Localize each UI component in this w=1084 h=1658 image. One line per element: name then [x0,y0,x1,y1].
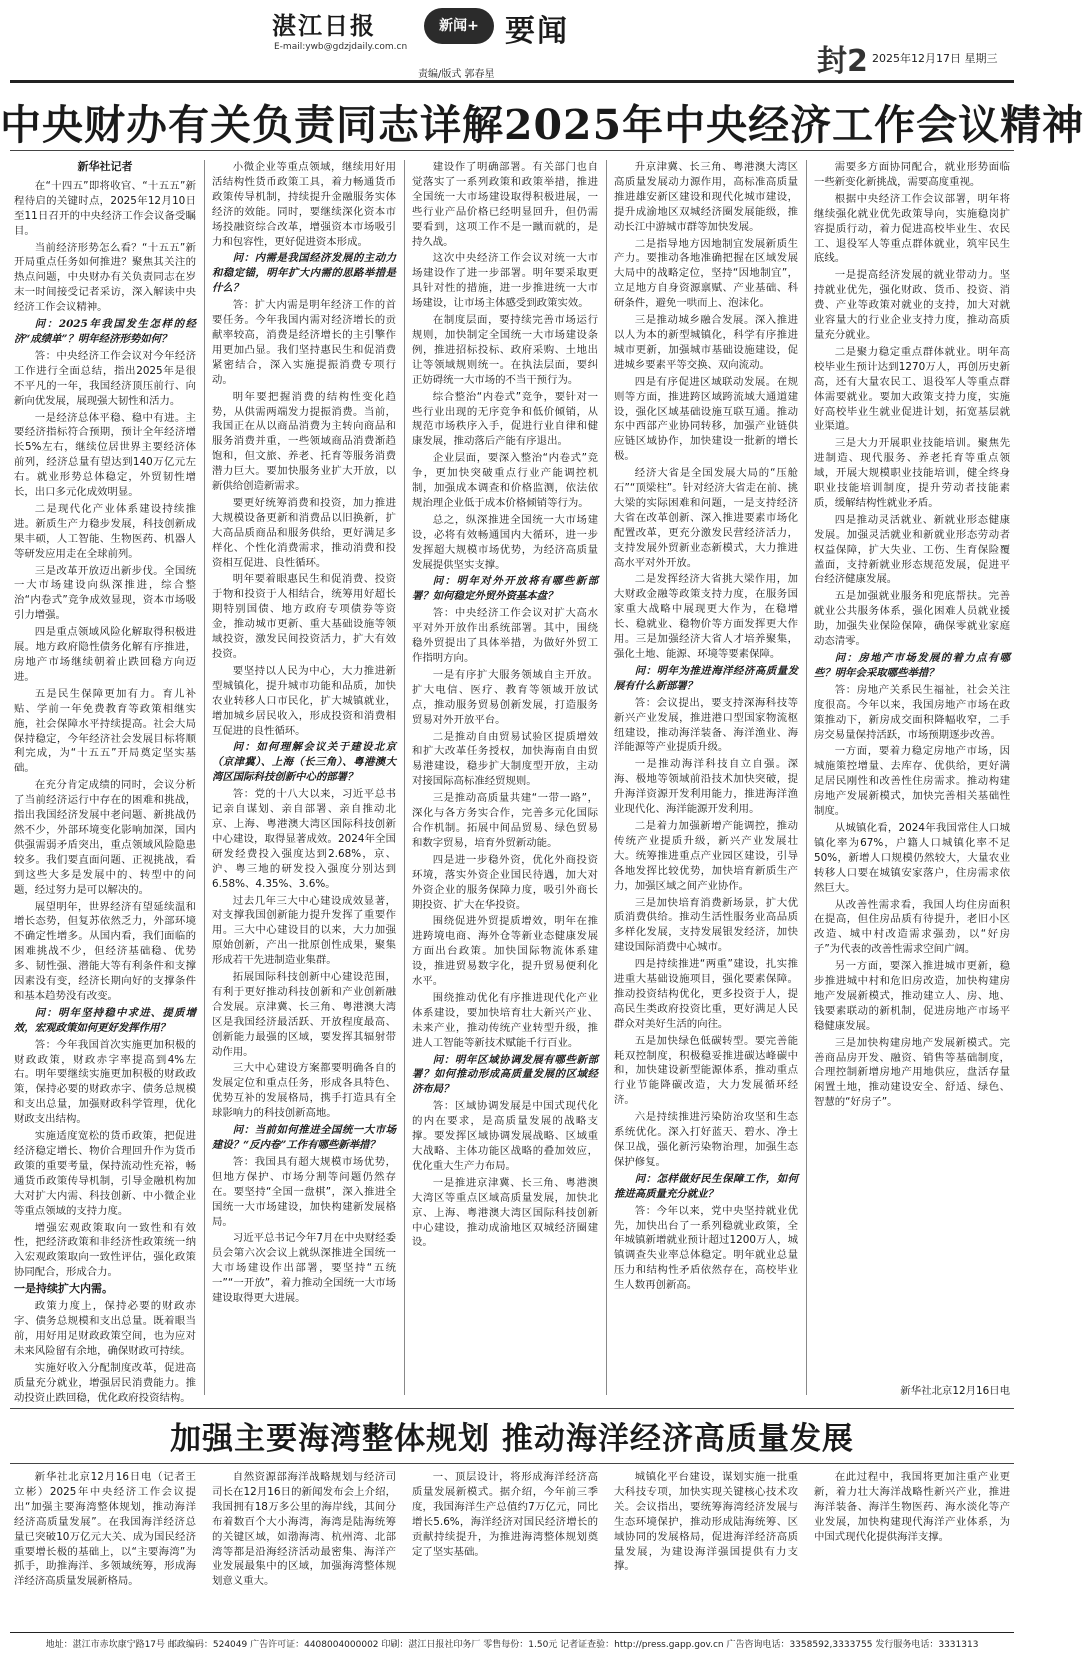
paragraph: 答：党的十八大以来，习近平总书记亲自谋划、亲自部署、亲自推动北京、上海、粤港澳大湾区国际科技创新中心建设，取得显著成效。2024年全国研发经费投入强度达到2.68%，京、沪、粤三地的研发投入强度分别达到6.58%、4.35%、3.6%。 [212,788,396,890]
paragraph: 六是持续推进污染防治攻坚和生态系统优化。深入打好蓝天、碧水、净土保卫战，强化新污染物治理，加强生态保护修复。 [614,1111,798,1168]
paragraph: 根据中央经济工作会议部署，明年将继续强化就业优先政策导向，实施稳岗扩容提质行动，着力促进高校毕业生、农民工、退役军人等重点群体就业，筑牢民生底线。 [814,192,1010,265]
article-credit: 新华社北京12月16日电 [900,1385,1010,1397]
interview-question: 问：怎样做好民生保障工作，如何推进高质量充分就业？ [614,1172,798,1200]
paragraph: 五是加快绿色低碳转型。要完善能耗双控制度，积极稳妥推进碳达峰碳中和，加快建设新型能源体系，推动重点行业节能降碳改造，大力发展循环经济。 [614,1034,798,1107]
paragraph: 答：今年以来，党中央坚持就业优先，加快出台了一系列稳就业政策，全年城镇新增就业预计超过1200万人，城镇调查失业率总体稳定。明年就业总量压力和结构性矛盾依然存在，高校毕业生人数再创新高。 [614,1204,798,1292]
paragraph: 实施适度宽松的货币政策，把促进经济稳定增长、物价合理回升作为货币政策的重要考量，保持流动性充裕，畅通货币政策传导机制，引导金融机构加大对扩大内需、科技创新、中小微企业等重点领域的支持力度。 [14,1130,196,1217]
paragraph: 要坚持以人民为中心，大力推进新型城镇化，提升城市功能和品质，加快农业转移人口市民化，扩大城镇就业，增加城乡居民收入，形成投资和消费相互促进的良性循环。 [212,664,396,737]
paragraph: 明年要把握消费的结构性变化趋势，从供需两端发力提振消费。当前，我国正在从以商品消费为主转向商品和服务消费并重，一些领域商品消费渐趋饱和，但文旅、养老、托育等服务消费潜力巨大。要加快服务业扩大开放，以新供给创造新需求。 [212,390,396,493]
paragraph: 另一方面，要深入推进城市更新，稳步推进城中村和危旧房改造，加快构建房地产发展新模式，推动建立人、房、地、钱要素联动的新机制，促进房地产市场平稳健康发展。 [814,960,1010,1032]
contact-email: E-mail:ywb@gdzjdaily.com.cn [274,42,408,52]
paragraph: 二是聚力稳定重点群体就业。明年高校毕业生预计达到1270万人，再创历史新高，还有大量农民工、退役军人等重点群体需要就业。要加大政策支持力度，实施好高校毕业生就业促进计划，拓宽基层就业渠道。 [814,345,1010,433]
paragraph: 总之，纵深推进全国统一大市场建设，必将有效畅通国内大循环，进一步发挥超大规模市场优势，为经济高质量发展提供坚实支撑。 [412,513,598,571]
paragraph: 从改善性需求看，我国人均住房面积在提高，但住房品质有待提升，老旧小区改造、城中村改造需求强劲，以“好房子”为代表的改善性需求空间广阔。 [814,898,1010,956]
paragraph: 自然资源部海洋战略规划与经济司司长在12月16日的新闻发布会上介绍，我国拥有18万多公里的海岸线，其间分布着数百个大小海湾，海湾是陆海统筹的关键区域，如渤海湾、杭州湾、北部湾等都是沿海经济活动最密集、海洋产业发展最集中的区域，加强海湾整体规划意义重大。 [212,1471,396,1588]
paragraph: 二是指导地方因地制宜发展新质生产力。要推动各地准确把握在区域发展大局中的战略定位，坚持“因地制宜”，立足地方自身资源禀赋、产业基础、科研条件，避免一哄而上、泡沫化。 [614,237,798,310]
paragraph: 要更好统筹消费和投资，加力推进大规模设备更新和消费品以旧换新，扩大高品质商品和服务供给，更好满足多样化、个性化消费需求，推动消费和投资相互促进、良性循环。 [212,496,396,569]
paragraph: 三是加快培育消费新场景，扩大优质消费供给。推动生活性服务业高品质多样化发展，支持发展银发经济，加快建设国际消费中心城市。 [614,896,798,954]
paragraph: 答：区域协调发展是中国式现代化的内在要求，是高质量发展的战略支撑。要发挥区域协调发展战略、区域重大战略、主体功能区战略的叠加效应，优化重大生产力布局。 [412,1100,598,1172]
paragraph: 三大中心建设方案都要明确各自的发展定位和重点任务，形成各具特色、优势互补的发展格局，携手打造具有全球影响力的科技创新高地。 [212,1062,396,1120]
paragraph: 答：中央经济工作会议对扩大高水平对外开放作出系统部署。其中，围绕稳外贸提出了具体举措，为做好外贸工作指明方向。 [412,607,598,664]
section-badge: 新闻+ [424,8,494,44]
paragraph: 习近平总书记今年7月在中央财经委员会第六次会议上就纵深推进全国统一大市场建设作出部署，要坚持“五统一”“一开放”，着力推动全国统一大市场建设取得更大进展。 [212,1232,396,1305]
paragraph: 答：我国具有超大规模市场优势，但地方保护、市场分割等问题仍然存在。要坚持“全国一盘棋”，深入推进全国统一大市场建设，加快构建新发展格局。 [212,1155,396,1228]
paragraph: 二是现代化产业体系建设持续推进。新质生产力稳步发展，科技创新成果丰硕，人工智能、生物医药、机器人等研发应用走在全球前列。 [14,502,196,560]
article-column-1 [14,160,196,1404]
paragraph: 五是民生保障更加有力。育儿补贴、学前一年免费教育等政策相继实施，社会保障水平持续提高。社会大局保持稳定，今年经济社会发展目标将顺利完成，为“十五五”开局奠定坚实基础。 [14,687,196,775]
paragraph: 经济大省是全国发展大局的“压舱石”“顶梁柱”。针对经济大省走在前、挑大梁的实际困难和问题，一是支持经济大省在改革创新、深入推进要素市场化配置改革，更充分激发民营经济活力，支持发展外贸新业态新模式，大力推进高水平对外开放。 [614,467,798,569]
article2-column-4 [614,1470,798,1626]
masthead-divider [10,80,1014,83]
paragraph: 答：房地产关系民生福祉，社会关注度很高。今年以来，我国房地产市场在政策推动下，新房成交面积降幅收窄，二手房交易量保持活跃，市场预期逐步改善。 [814,683,1010,741]
paragraph: 政策力度上，保持必要的财政赤字、债务总规模和支出总量。既着眼当前，用好用足财政政策空间，也为应对未来风险留有余地，确保财政可持续。 [14,1300,196,1357]
paragraph: 过去几年三大中心建设成效显著，对支撑我国创新能力提升发挥了重要作用。三大中心建设目的以来，大力加强原始创新，产出一批原创性成果，聚集形成若干先进制造业集群。 [212,894,396,967]
paragraph: 围绕推动优化有序推进现代化产业体系建设，要加快培育壮大新兴产业、未来产业，推动传统产业转型升级，推进人工智能等新技术赋能千行百业。 [412,991,598,1049]
paragraph: 四是有序促进区域联动发展。在规则等方面，推进跨区域跨流域大通道建设，强化区域基础设施互联互通。推动东中西部产业协同转移，加强产业链供应链区域协作，加快建设一批新的增长极。 [614,375,798,463]
article-column-3 [412,160,598,1395]
paragraph: 明年要着眼惠民生和促消费、投资于物和投资于人相结合，统筹用好超长期特别国债、地方政府专项债券等资金，推动城市更新、重大基础设施等领域投资，激发民间投资活力，扩大有效投资。 [212,573,396,660]
paragraph: 实施好收入分配制度改革，促进高质量充分就业，增强居民消费能力。推动投资止跌回稳，优化政府投资结构。 [14,1361,196,1404]
article2-column-2 [212,1470,396,1626]
interview-question: 问：明年对外开放将有哪些新部署？如何稳定外贸外资基本盘？ [412,575,598,603]
paragraph: 当前经济形势怎么看？“十五五”新开局重点任务如何推进？聚焦其关注的热点问题，中央财办有关负责同志在岁末一时间接受记者采访，深入解读中央经济工作会议精神。 [14,241,196,314]
paragraph: 城镇化平台建设，谋划实施一批重大科技专项，加快实现关键核心技术攻关。会议指出，要统筹海湾经济发展与生态环境保护，推动形成陆海统筹、区域协同的发展格局，促进海洋经济高质量发展，为建设海洋强国提供有力支撑。 [614,1471,798,1573]
paragraph: 二是推动自由贸易试验区提质增效和扩大改革任务授权，加快海南自由贸易港建设，稳步扩大制度型开放，主动对接国际高标准经贸规则。 [412,730,598,788]
footer-info: 地址：湛江市赤坎康宁路17号 邮政编码：524049 广告许可证：4408004000002 印刷：湛江日报社印务厂 零售每份：1.50元 记者证查验：http://press.gapp.gov.cn 广告咨询电话：3358592,3333755 发行服务电话：3331313 [45,1640,979,1650]
section-heading: 一是持续扩大内需。 [14,1282,113,1296]
article2-column-3 [412,1470,598,1626]
interview-question: 问：房地产市场发展的着力点有哪些？明年会采取哪些举措？ [814,652,1010,679]
paragraph: 三是推动高质量共建“一带一路”，深化与各方务实合作，完善多元化国际合作机制。拓展中间品贸易、绿色贸易和数字贸易，培育外贸新动能。 [412,792,598,849]
paragraph: 三是推动城乡融合发展。深入推进以人为本的新型城镇化，科学有序推进城市更新，加强城市基础设施建设，促进城乡要素平等交换、双向流动。 [614,314,798,371]
footer-divider [10,1632,1014,1633]
secondary-headline: 加强主要海湾整体规划 推动海洋经济高质量发展 [170,1421,854,1457]
byline: 新华社记者 [77,160,133,173]
section-title: 要闻 [505,14,569,49]
logo-title: 湛江日报 [272,11,376,40]
paragraph: 在充分肯定成绩的同时，会议分析了当前经济运行中存在的困难和挑战，指出我国经济发展中老问题、新挑战仍然不少，外部环境变化影响加深，国内供强需弱矛盾突出，重点领域风险隐患较多。我们要直面问题、正视挑战，看到这些大多是发展中的、转型中的问题，经过努力是可以解决的。 [14,779,196,896]
column-divider [404,160,405,1395]
issue-date: 2025年12月17日 星期三 [872,52,998,65]
paragraph: 三是改革开放迈出新步伐。全国统一大市场建设向纵深推进，综合整治“内卷式”竞争成效显现，资本市场吸引力增强。 [14,564,196,622]
paragraph: 展望明年，世界经济有望延续温和增长态势，但复苏依然乏力，外部环境不确定性增多。从国内看，我们面临的困难挑战不少，但经济基础稳、优势多、韧性强、潜能大等有利条件和支撑因素没有变，经济长期向好的支撑条件和基本趋势没有改变。 [14,900,196,1002]
paragraph: 拓展国际科技创新中心建设范围，有利于更好推动科技创新和产业创新融合发展。京津冀、长三角、粤港澳大湾区是我国经济最活跃、开放程度最高、创新能力最强的区域，要发挥其辐射带动作用。 [212,971,396,1058]
article-column-5 [814,160,1010,1380]
paragraph: 一是推动海洋科技自立自强。深海、极地等领域前沿技术加快突破，提升海洋资源开发利用能力，推进海洋渔业现代化、海洋能源开发利用。 [614,758,798,816]
paragraph: 一是推进京津冀、长三角、粤港澳大湾区等重点区域高质量发展，加快北京、上海、粤港澳大湾区国际科技创新中心建设，推动成渝地区双城经济圈建设。 [412,1176,598,1249]
main-headline: 中央财办有关负责同志详解2025年中央经济工作会议精神 [0,101,1084,149]
headline-divider [10,150,1014,151]
column-divider [606,160,607,1395]
interview-question: 问：2025年我国发生怎样的经济“成绩单”？明年经济形势如何？ [14,318,196,345]
interview-question: 问：明年坚持稳中求进、提质增效，宏观政策如何更好发挥作用？ [14,1006,196,1034]
paragraph: 从城镇化看，2024年我国常住人口城镇化率为67%，户籍人口城镇化率不足50%，新增人口规模仍然较大，大量农业转移人口要在城镇安家落户，住房需求依然巨大。 [814,821,1010,894]
paragraph: 二是着力加强新增产能调控，推动传统产业提质升级，新兴产业发展壮大。统筹推进重点产业园区建设，引导各地发挥比较优势，加快培育新质生产力，加强区域之间产业协作。 [614,819,798,892]
paragraph: 答：中央经济工作会议对今年经济工作进行全面总结，指出2025年是很不平凡的一年，我国经济顶压前行、向新向优发展，展现强大韧性和活力。 [14,349,196,407]
interview-question: 问：明年为推进海洋经济高质量发展有什么新部署？ [614,664,798,692]
interview-question: 问：内需是我国经济发展的主动力和稳定锚，明年扩大内需的思路举措是什么？ [212,252,396,295]
section-divider [10,1408,1014,1409]
paragraph: 一方面，要着力稳定房地产市场，因城施策控增量、去库存、优供给，更好满足居民刚性和改善性住房需求。推动构建房地产发展新模式，加快完善相关基础性制度。 [814,745,1010,818]
newspaper-logo [272,6,412,64]
paragraph: 四是重点领域风险化解取得积极进展。地方政府隐性债务化解有序推进，房地产市场继续朝着止跌回稳方向迈进。 [14,626,196,683]
article2-column-5 [814,1470,1010,1626]
paragraph: 答：今年我国首次实施更加积极的财政政策，财政赤字率提高到4%左右。明年要继续实施更加积极的财政政策，保持必要的财政赤字、债务总规模和支出总量，加强财政科学管理，优化财政支出结构。 [14,1038,196,1126]
paragraph: 一是经济总体平稳、稳中有进。主要经济指标符合预期，预计全年经济增长5%左右，继续位居世界主要经济体前列，经济总量有望达到140万亿元左右。就业形势总体稳定，外贸韧性增长，出口多元化成效明显。 [14,411,196,499]
interview-question: 问：当前如何推进全国统一大市场建设？“反内卷”工作有哪些新举措？ [212,1124,396,1151]
paragraph: 在“十四五”即将收官、“十五五”新程待启的关键时点，2025年12月10日至11日召开的中央经济工作会议备受瞩目。 [14,179,196,237]
masthead [0,0,1024,82]
paragraph: 一是有序扩大服务领域自主开放。扩大电信、医疗、教育等领域开放试点，推动服务贸易创新发展，打造服务贸易对外开放平台。 [412,668,598,726]
paragraph: 四是推动灵活就业、新就业形态健康发展。加强灵活就业和新就业形态劳动者权益保障，扩大失业、工伤、生育保险覆盖面，支持新就业形态规范发展，促进平台经济健康发展。 [814,513,1010,586]
paragraph: 升京津冀、长三角、粤港澳大湾区高质量发展动力源作用，高标准高质量推进雄安新区建设和现代化城市建设，提升成渝地区双城经济圈发展能级，推动长江中游城市群等加快发展。 [614,161,798,233]
paragraph: 企业层面，要深入整治“内卷式”竞争，更加快突破重点行业产能调控机制，加强成本调查和价格监测，依法依规治理企业低于成本价格倾销等行为。 [412,452,598,509]
paragraph: 答：会议提出，要支持深海科技等新兴产业发展，推进港口型国家物流枢纽建设，推动海洋装备、海洋渔业、海洋能源等产业提质升级。 [614,696,798,754]
paragraph: 围绕促进外贸提质增效，明年在推进跨境电商、海外仓等新业态健康发展方面出台政策。加快国际物流体系建设，推进贸易数字化，提升贸易便利化水平。 [412,915,598,988]
paragraph: 增强宏观政策取向一致性和有效性，把经济政策和非经济性政策统一纳入宏观政策取向一致性评估，强化政策协同配合，形成合力。 [14,1221,196,1279]
paragraph: 建设作了明确部署。有关部门也自觉落实了一系列政策和政策举措，推进全国统一大市场建设取得积极进展，一些行业产品价格已经明显回升，但仍需要看到，这项工作不是一蹴而就的，是持久战。 [412,161,598,248]
paragraph: 三是加快构建房地产发展新模式。完善商品房开发、融资、销售等基础制度，合理控制新增房地产用地供应，盘活存量闲置土地，推动建设安全、舒适、绿色、智慧的“好房子”。 [814,1036,1010,1109]
interview-question: 问：如何理解会议关于建设北京（京津冀）、上海（长三角）、粤港澳大湾区国际科技创新中心的部署？ [212,741,396,784]
paragraph: 二是发挥经济大省挑大梁作用，加大财政金融等政策支持力度，在服务国家重大战略中展现更大作为，在稳增长、稳就业、稳物价等方面发挥更大作用。三是加强经济大省人才培养聚集，强化土地、能源、环境等要素保障。 [614,573,798,660]
section-divider [10,1463,1014,1464]
paragraph: 三是大力开展职业技能培训。聚焦先进制造、现代服务、养老托育等重点领域，开展大规模职业技能培训，健全终身职业技能培训制度，提升劳动者技能素质，缓解结构性就业矛盾。 [814,437,1010,509]
paragraph: 答：扩大内需是明年经济工作的首要任务。今年我国内需对经济增长的贡献率较高，消费是经济增长的主引擎作用更加凸显。我们坚持惠民生和促消费紧密结合，深入实施提振消费专项行动。 [212,299,396,386]
paragraph: 小微企业等重点领域，继续用好用活结构性货币政策工具，着力畅通货币政策传导机制，持续提升金融服务实体经济的效能。同时，要继续深化资本市场投融资综合改革，增强资本市场吸引力和包容性，更好促进资本形成。 [212,161,396,248]
paragraph: 四是进一步稳外资，优化外商投资环境，落实外资企业国民待遇，加大对外资企业的服务保障力度，吸引外商长期投资、扩大在华投资。 [412,853,598,911]
article-column-4 [614,160,798,1395]
paragraph: 五是加强就业服务和兜底帮扶。完善就业公共服务体系，强化困难人员就业援助，加强失业保险保障，确保零就业家庭动态清零。 [814,590,1010,648]
paragraph: 综合整治“内卷式”竞争，要针对一些行业出现的无序竞争和低价倾销，从规范市场秩序入手，促进行业自律和健康发展，推动落后产能有序退出。 [412,390,598,448]
paragraph: 一、顶层设计，将形成海洋经济高质量发展新模式。据介绍，今年前三季度，我国海洋生产总值约7万亿元，同比增长5.6%，海洋经济对国民经济增长的贡献持续提升，为推进海湾整体规划奠定了坚实基础。 [412,1471,598,1558]
paragraph: 一是提高经济发展的就业带动力。坚持就业优先，强化财政、货币、投资、消费、产业等政策对就业的支持，加大对就业容量大的行业企业支持力度，推动高质量充分就业。 [814,269,1010,341]
paragraph: 在此过程中，我国将更加注重产业更新，着力壮大海洋战略性新兴产业，推进海洋装备、海洋生物医药、海水淡化等产业发展，加快构建现代海洋产业体系，为中国式现代化提供海洋支撑。 [814,1471,1010,1543]
paragraph: 这次中央经济工作会议对统一大市场建设作了进一步部署。明年要采取更具针对性的措施，进一步推进统一大市场建设，让市场主体感受到政策实效。 [412,252,598,310]
paragraph: 新华社北京12月16日电（记者王立彬）2025年中央经济工作会议提出“加强主要海湾整体规划，推动海洋经济高质量发展”。在我国海洋经济总量已突破10万亿元大关、成为国民经济重要增长极的基础上，以“主要海湾”为抓手，助推海洋、多领域统筹，形成海洋经济高质量发展新格局。 [14,1471,196,1588]
article-column-2 [212,160,396,1395]
article2-column-1 [14,1470,196,1626]
interview-question: 问：明年区域协调发展有哪些新部署？如何推动形成高质量发展的区域经济布局？ [412,1053,598,1096]
paragraph: 在制度层面，要持续完善市场运行规则，加快制定全国统一大市场建设条例，推进招标投标、政府采购、土地出让等领域规则统一。在执法层面，要纠正妨碍统一大市场的不当干预行为。 [412,314,598,386]
paragraph: 四是持续推进“两重”建设，扎实推进重大基础设施项目，强化要素保障。推动投资结构优化，更多投资于人，提高民生类政府投资比重，更好满足人民群众对美好生活的向往。 [614,958,798,1030]
paragraph: 需要多方面协同配合，就业形势面临一些新变化新挑战，需要高度重视。 [814,161,1010,188]
column-divider [806,160,807,1395]
column-divider [204,160,205,1395]
editor-credit: 责编/版式 郭春星 [418,69,495,80]
page-number: 封2 [817,44,868,79]
